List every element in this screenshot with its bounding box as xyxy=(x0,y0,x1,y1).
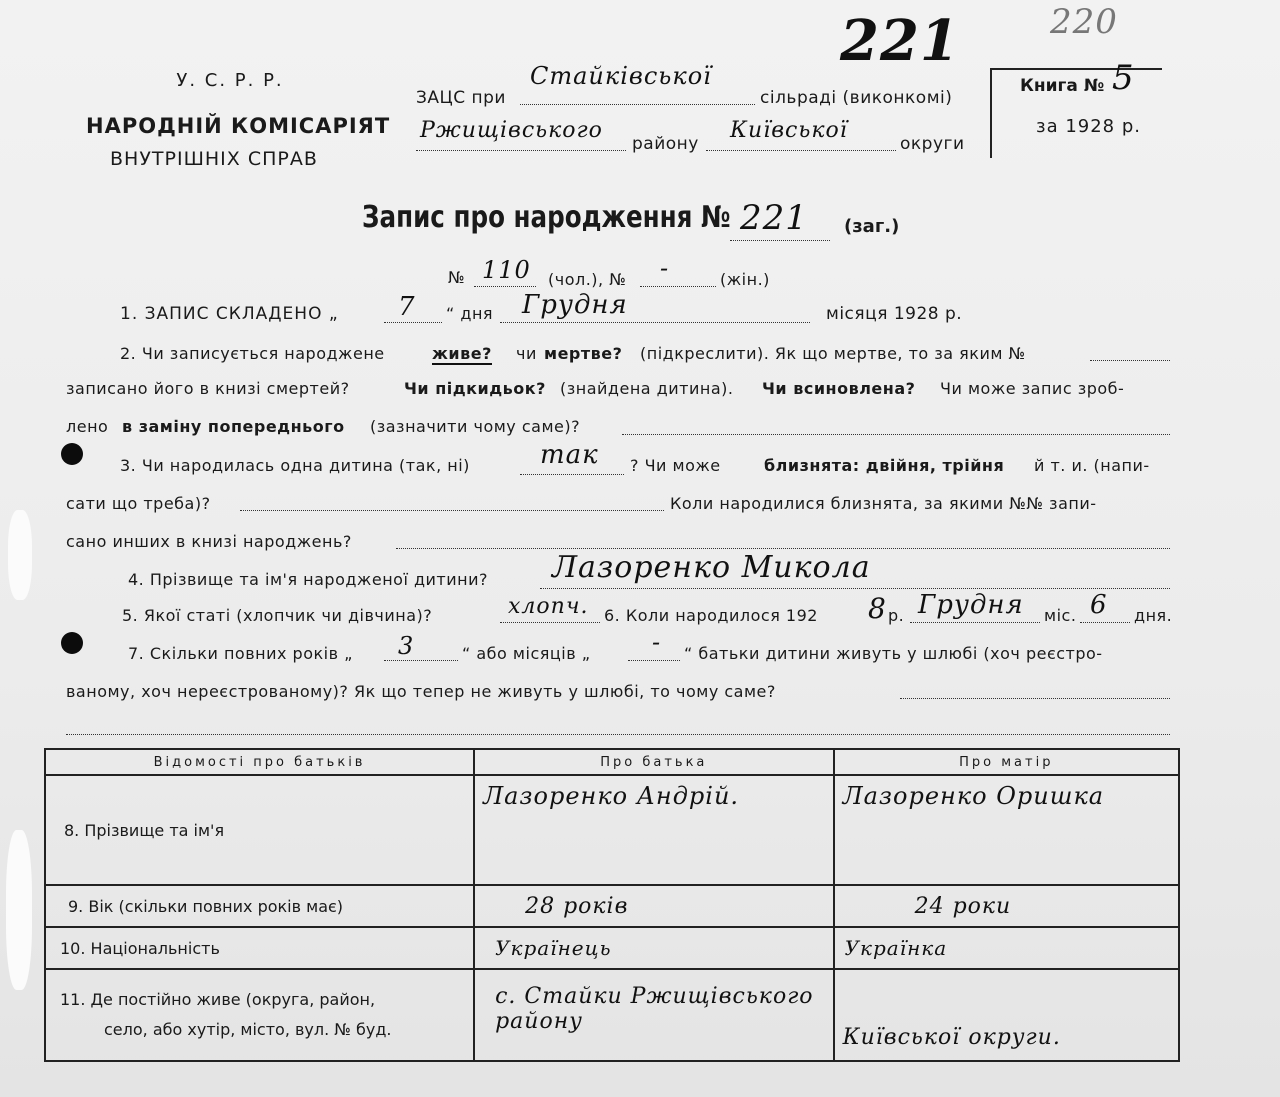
q2-e: (підкреслити). Як що мертве, то за яким № xyxy=(640,344,1026,363)
corner-pencil-number: 220 xyxy=(1050,2,1118,42)
q3-f: Коли народилися близнята, за якими №№ запи- xyxy=(670,494,1097,513)
binder-hole-bottom xyxy=(61,632,83,654)
table-header-mother: Про матір xyxy=(834,749,1179,775)
q3-a: 3. Чи народилась одна дитина (так, ні) xyxy=(120,456,470,475)
q2-h: (знайдена дитина). xyxy=(560,379,734,398)
zags-prefix: ЗАЦС при xyxy=(416,88,506,108)
okrug-handwritten: Київської xyxy=(730,118,848,143)
q2-m: (зазначити чому саме)? xyxy=(370,417,581,436)
q1-label: 1. ЗАПИС СКЛАДЕНО „ xyxy=(120,304,339,324)
q2-a: 2. Чи записується народжене xyxy=(120,344,385,363)
book-year: за 1928 р. xyxy=(1036,116,1142,137)
father-age-handwritten: 28 років xyxy=(474,885,834,927)
okrug-label: округи xyxy=(900,134,965,154)
table-row xyxy=(45,885,1179,927)
q2-or: чи xyxy=(516,344,537,363)
table-row xyxy=(45,969,1179,1061)
q6-month-label: міс. xyxy=(1044,606,1077,625)
q2-alive-option: живе? xyxy=(432,344,492,363)
q2-dead-option: мертве? xyxy=(544,344,623,363)
q3-e: сати що треба)? xyxy=(66,494,211,513)
row-label-nationality: 10. Національність xyxy=(45,927,474,969)
q5-sex-handwritten: хлопч. xyxy=(508,594,589,619)
male-number-prefix: № xyxy=(448,268,466,287)
q2-adopted: Чи всиновлена? xyxy=(762,379,916,398)
record-title-suffix: (заг.) xyxy=(844,216,900,237)
q7-b: “ або місяців „ xyxy=(462,644,591,663)
q3-twins: близнята: двійня, трійня xyxy=(764,456,1005,475)
row-label-name: 8. Прізвище та ім'я xyxy=(45,775,474,885)
q6-day-handwritten: 6 xyxy=(1090,590,1108,620)
record-number-handwritten: 221 xyxy=(740,198,808,238)
row-label-residence xyxy=(45,969,474,1061)
q3-g: сано инших в книзі народжень? xyxy=(66,532,352,551)
q2-j: Чи може запис зроб- xyxy=(940,379,1125,398)
q7-years-handwritten: 3 xyxy=(398,632,415,660)
father-nationality-handwritten: Українець xyxy=(474,927,834,969)
q1-mid: “ дня xyxy=(446,304,494,323)
binder-hole-top xyxy=(61,443,83,465)
father-residence-handwritten: с. Стайки Ржищівського району xyxy=(474,969,834,1061)
female-number-suffix: (жін.) xyxy=(720,270,770,289)
q3-answer-handwritten: так xyxy=(540,440,599,470)
book-label: Книга № xyxy=(1020,76,1105,96)
father-name-handwritten: Лазоренко Андрій. xyxy=(474,775,834,885)
q6-year-digit-handwritten: 8 xyxy=(868,592,887,625)
q2-f: записано його в книзі смертей? xyxy=(66,379,350,398)
mother-residence-handwritten: Київської округи. xyxy=(834,969,1179,1061)
q4-child-name-handwritten: Лазоренко Микола xyxy=(552,550,871,585)
table-header-father: Про батька xyxy=(474,749,834,775)
paper-tear-top xyxy=(8,510,32,600)
table-row xyxy=(45,775,1179,885)
q1-end: місяця 1928 р. xyxy=(826,304,963,324)
female-number-handwritten: - xyxy=(660,254,670,282)
q3-b: ? Чи може xyxy=(630,456,721,475)
commissariat-line2: ВНУТРІШНІХ СПРАВ xyxy=(110,148,318,170)
table-header-info: Відомості про батьків xyxy=(45,749,474,775)
q7-a: 7. Скільки повних років „ xyxy=(128,644,353,663)
corner-record-number: 221 xyxy=(840,8,960,74)
district-label: району xyxy=(632,134,699,154)
q1-month-handwritten: Грудня xyxy=(522,290,628,320)
parents-info-table xyxy=(44,748,1180,1062)
village-council-suffix: сільраді (виконкомі) xyxy=(760,88,953,108)
row-label-residence-line2: село, або хутір, місто, вул. № буд. xyxy=(104,1020,392,1039)
q2-foundling: Чи підкидьок? xyxy=(404,379,546,398)
q1-day-handwritten: 7 xyxy=(398,292,416,322)
q7-c: “ батьки дитини живуть у шлюбі (хоч реєстро- xyxy=(684,644,1103,663)
q6-day-label: дня. xyxy=(1134,606,1173,625)
book-number-handwritten: 5 xyxy=(1112,58,1135,98)
village-council-handwritten: Стайківської xyxy=(530,62,712,90)
republic-label: У. С. Р. Р. xyxy=(176,70,284,91)
q7-months-handwritten: - xyxy=(652,628,662,656)
male-number-handwritten: 110 xyxy=(482,256,531,284)
commissariat-line1: НАРОДНІЙ КОМІСАРІЯТ xyxy=(86,114,391,138)
male-number-suffix: (чол.), № xyxy=(548,270,627,289)
mother-name-handwritten: Лазоренко Оришка xyxy=(834,775,1179,885)
q7-d: ваному, хоч нереєстрованому)? Як що тепер не живуть у шлюбі, то чому саме? xyxy=(66,682,776,701)
record-title: Запис про народження № xyxy=(362,200,731,235)
mother-nationality-handwritten: Українка xyxy=(834,927,1179,969)
q6-year-suffix: р. xyxy=(888,606,905,625)
q2-k: лено xyxy=(66,417,109,436)
mother-age-handwritten: 24 роки xyxy=(834,885,1179,927)
district-handwritten: Ржищівського xyxy=(420,118,603,143)
table-header-row xyxy=(45,749,1179,775)
row-label-age: 9. Вік (скільки повних років має) xyxy=(45,885,474,927)
q3-d: й т. и. (напи- xyxy=(1034,456,1150,475)
q6-label: 6. Коли народилося 192 xyxy=(604,606,818,625)
q5-label: 5. Якої статі (хлопчик чи дівчина)? xyxy=(122,606,433,625)
q6-month-handwritten: Грудня xyxy=(918,590,1024,620)
q2-replacement: в заміну попереднього xyxy=(122,417,345,436)
paper-tear-bottom xyxy=(6,830,32,990)
table-row xyxy=(45,927,1179,969)
q4-label: 4. Прізвище та ім'я народженої дитини? xyxy=(128,570,488,589)
row-label-residence-line1: 11. Де постійно живе (округа, район, xyxy=(60,990,376,1009)
book-number-box xyxy=(990,58,1162,158)
